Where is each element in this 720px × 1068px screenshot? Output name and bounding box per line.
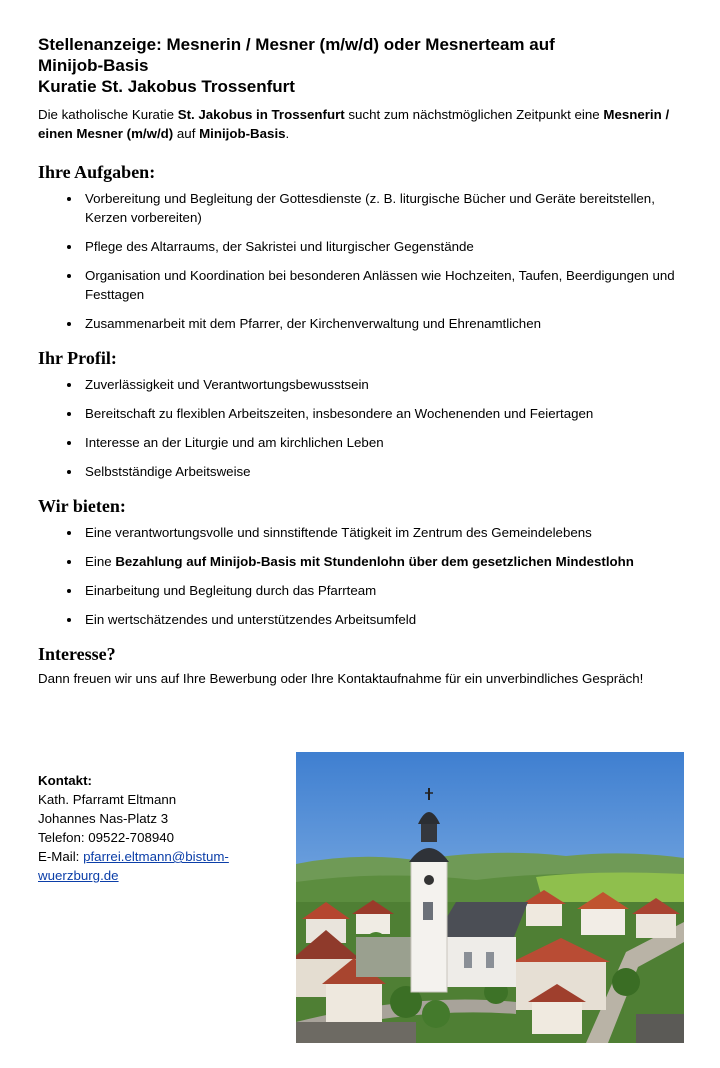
church-village-image <box>296 752 684 1043</box>
contact-email-row <box>38 847 278 885</box>
church-photo <box>296 752 684 1043</box>
intro-bold: St. Jakobus in Trossenfurt <box>177 107 345 122</box>
list-item: Pflege des Altarraums, der Sakristei und liturgischer Gegenstände <box>85 237 678 256</box>
title-line-3: Kuratie St. Jakobus Trossenfurt <box>38 77 295 96</box>
title-line-2: Minijob-Basis <box>38 56 149 75</box>
list-item: Zusammenarbeit mit dem Pfarrer, der Kirchenverwaltung und Ehrenamtlichen <box>85 314 678 333</box>
task-list <box>38 189 678 333</box>
intro-text: . <box>285 126 290 141</box>
intro-text: auf <box>173 126 200 141</box>
list-item-text: Eine <box>85 554 116 569</box>
contact-block <box>38 771 278 885</box>
intro-bold: Mesnerin / einen Mesner (m/w/d) <box>38 107 670 141</box>
intro-bold: Minijob-Basis <box>199 126 286 141</box>
contact-street: Johannes Nas-Platz 3 <box>38 811 169 826</box>
list-item: Organisation und Koordination bei besonderen Anlässen wie Hochzeiten, Taufen, Beerdigungen und Festtagen <box>85 266 678 304</box>
list-item: Vorbereitung und Begleitung der Gottesdienste (z. B. liturgische Bücher und Geräte bereitstellen, Kerzen vorbereiten) <box>85 189 678 227</box>
section-heading: Interesse? <box>38 644 116 664</box>
intro-text: sucht zum nächstmöglichen Zeitpunkt eine <box>344 107 604 122</box>
list-item: Zuverlässigkeit und Verantwortungsbewusstsein <box>85 375 678 394</box>
section-heading: Ihr Profil: <box>38 348 117 368</box>
section-aufgaben <box>38 161 678 333</box>
title-line-1: Stellenanzeige: Mesnerin / Mesner (m/w/d) oder Mesnerteam auf <box>38 35 555 54</box>
section-heading: Ihre Aufgaben: <box>38 162 156 182</box>
page-title <box>38 34 678 97</box>
interesse-text: Dann freuen wir uns auf Ihre Bewerbung oder Ihre Kontaktaufnahme für ein unverbindliches Gespräch! <box>38 671 644 686</box>
profile-list <box>38 375 678 481</box>
list-item: Einarbeitung und Begleitung durch das Pfarrteam <box>85 581 678 600</box>
list-item: Selbstständige Arbeitsweise <box>85 462 678 481</box>
list-item-bold: Bezahlung auf Minijob-Basis mit Stundenlohn über dem gesetzlichen Mindestlohn <box>115 554 634 569</box>
list-item: Bereitschaft zu flexiblen Arbeitszeiten, insbesondere an Wochenenden und Feiertagen <box>85 404 678 423</box>
email-link[interactable]: pfarrei.eltmann@bistum-wuerzburg.de <box>38 849 229 883</box>
intro-paragraph <box>38 105 678 143</box>
contact-label: Kontakt: <box>38 773 92 788</box>
job-posting <box>38 34 678 688</box>
list-item: Ein wertschätzendes und unterstützendes Arbeitsumfeld <box>85 610 678 629</box>
section-profil <box>38 347 678 481</box>
list-item: Interesse an der Liturgie und am kirchlichen Leben <box>85 433 678 452</box>
section-interesse <box>38 643 678 688</box>
list-item <box>85 552 678 571</box>
email-label: E-Mail: <box>38 849 84 864</box>
section-heading: Wir bieten: <box>38 496 126 516</box>
offer-list <box>38 523 678 629</box>
list-item: Eine verantwortungsvolle und sinnstiftende Tätigkeit im Zentrum des Gemeindelebens <box>85 523 678 542</box>
contact-phone: Telefon: 09522-708940 <box>38 830 175 845</box>
intro-text: Die katholische Kuratie <box>38 107 178 122</box>
contact-name: Kath. Pfarramt Eltmann <box>38 792 177 807</box>
section-bieten <box>38 495 678 629</box>
